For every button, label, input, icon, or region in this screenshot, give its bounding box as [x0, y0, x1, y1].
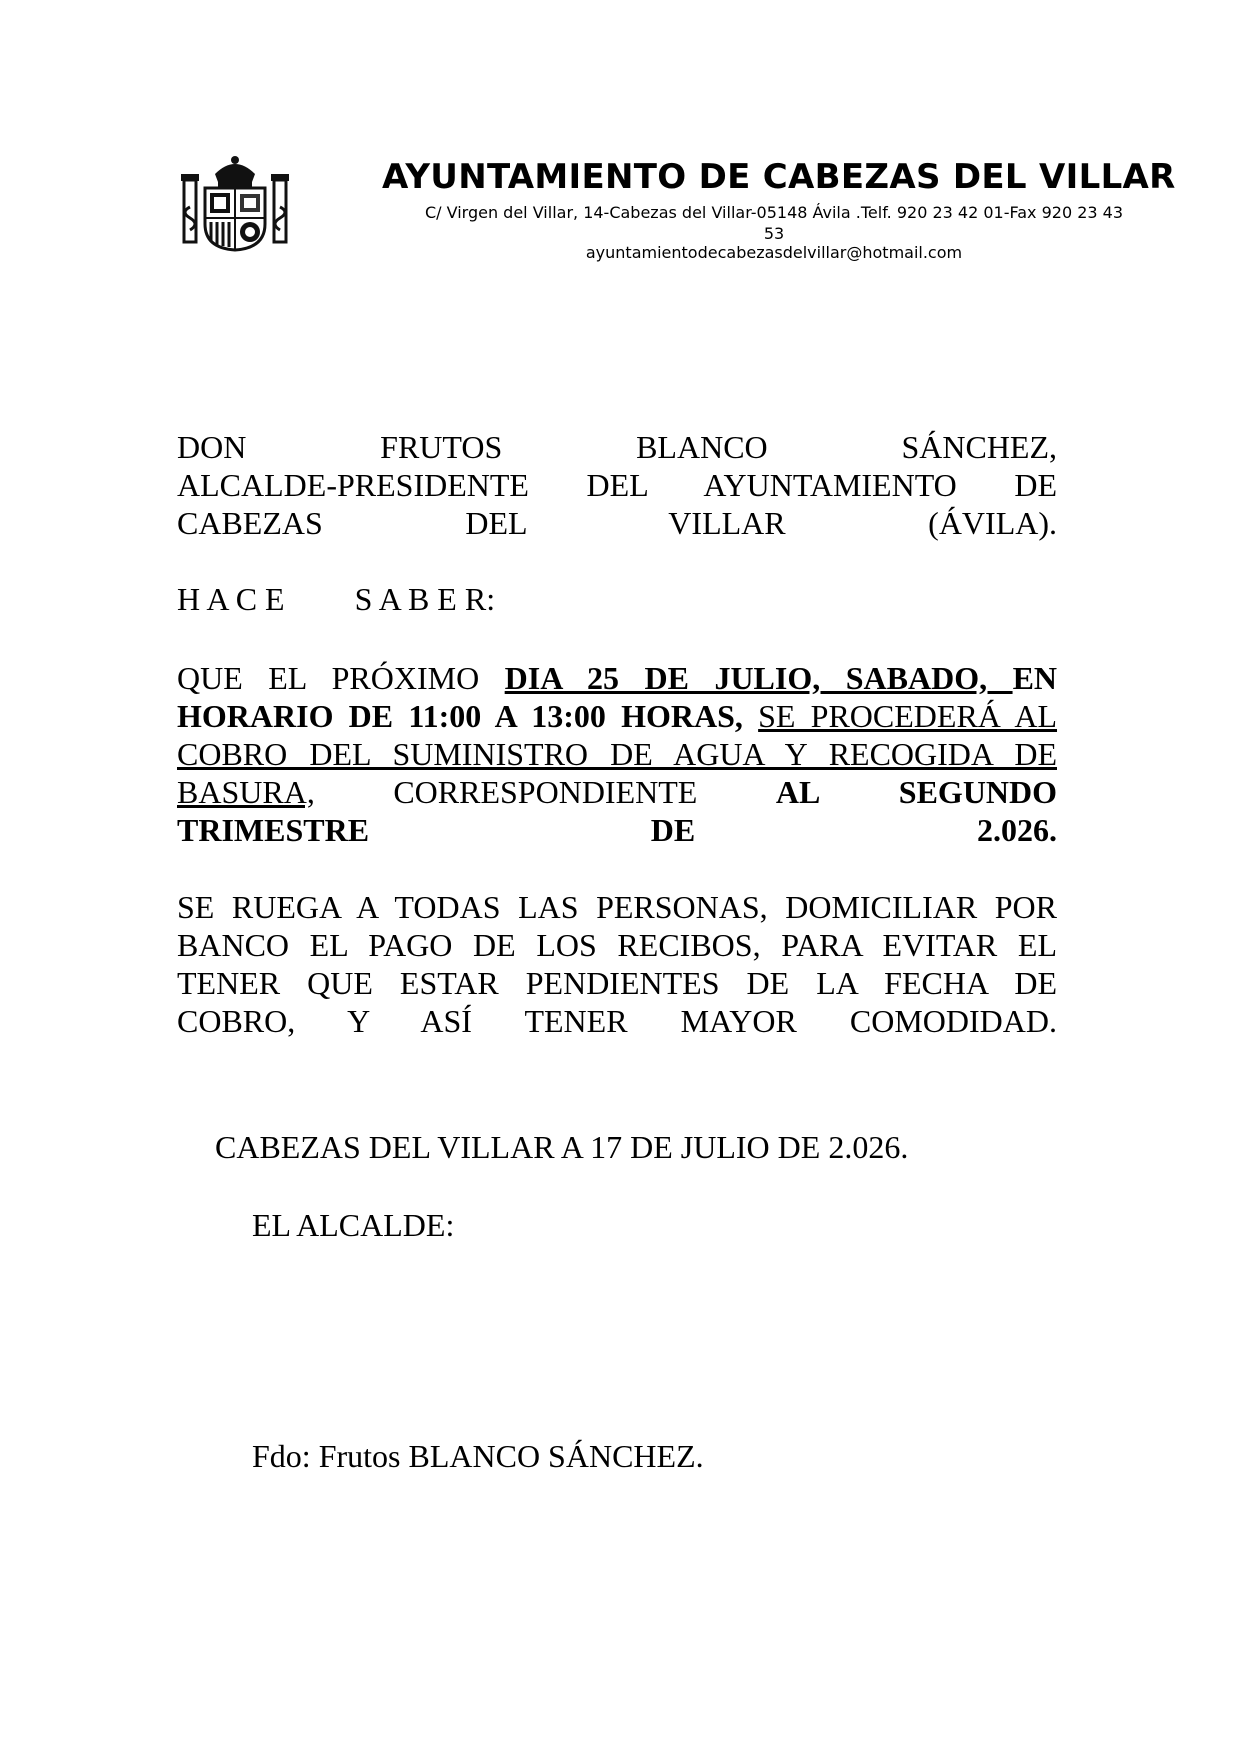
intro-paragraph	[177, 428, 1057, 542]
header-address-line1: C/ Virgen del Villar, 14-Cabezas del Villar-05148 Ávila .Telf. 920 23 42 01-Fax 920 23 43	[424, 203, 1124, 222]
header-address	[374, 202, 1174, 244]
intro-word: DE	[1014, 467, 1057, 503]
header-email: ayuntamientodecabezasdelvillar@hotmail.com	[585, 243, 963, 262]
request-line-3: TENER QUE ESTAR PENDIENTES DE LA FECHA DE	[177, 965, 1057, 1001]
notice-date: DIA 25 DE JULIO, SABADO,	[504, 660, 1013, 696]
notice-line-1	[177, 659, 1057, 697]
notice-line-4	[177, 773, 1057, 811]
notice-text: CORRESPONDIENTE	[393, 774, 698, 810]
intro-word: SÁNCHEZ,	[901, 429, 1058, 465]
request-line-4: COBRO, Y ASÍ TENER MAYOR COMODIDAD.	[177, 1003, 1057, 1039]
intro-word: DEL	[586, 467, 648, 503]
intro-word: AYUNTAMIENTO	[703, 467, 957, 503]
notice-line-5: TRIMESTRE DE 2.026.	[177, 812, 1057, 848]
notice-paragraph	[177, 659, 1057, 849]
intro-line-3: CABEZAS DEL VILLAR (ÁVILA).	[177, 505, 1057, 541]
notice-text-underlined: BASURA,	[177, 774, 315, 810]
hace-label: H A C E	[177, 581, 285, 617]
notice-text-bold: EN	[1012, 660, 1058, 696]
request-paragraph	[177, 888, 1057, 1040]
notice-text-underlined: SE PROCEDERÁ AL	[758, 698, 1058, 734]
intro-word: DON	[177, 429, 247, 465]
header-address-line2: 53	[763, 224, 785, 243]
signature-line: Fdo: Frutos BLANCO SÁNCHEZ.	[252, 1438, 704, 1474]
header-title: AYUNTAMIENTO DE CABEZAS DEL VILLAR	[382, 157, 1176, 197]
notice-quarter: AL	[775, 774, 821, 810]
place-and-date: CABEZAS DEL VILLAR A 17 DE JULIO DE 2.026.	[215, 1129, 909, 1165]
notice-hours: HORARIO DE 11:00 A 13:00 HORAS,	[177, 698, 743, 734]
intro-word: FRUTOS	[380, 429, 503, 465]
signer-title: EL ALCALDE:	[252, 1207, 455, 1243]
notice-line-2	[177, 697, 1057, 735]
intro-word: BLANCO	[636, 429, 768, 465]
intro-word: ALCALDE-PRESIDENTE	[177, 467, 529, 503]
hace-saber-heading	[177, 580, 495, 618]
request-line-1: SE RUEGA A TODAS LAS PERSONAS, DOMICILIAR POR	[177, 889, 1057, 925]
intro-line-1	[177, 428, 1057, 466]
notice-quarter: SEGUNDO	[898, 774, 1058, 810]
intro-line-2	[177, 466, 1057, 504]
notice-line-3: COBRO DEL SUMINISTRO DE AGUA Y RECOGIDA DE	[177, 736, 1057, 772]
saber-label: S A B E R:	[354, 581, 496, 617]
coat-of-arms-icon	[180, 152, 290, 252]
notice-text: QUE EL PRÓXIMO	[177, 660, 505, 696]
request-line-2: BANCO EL PAGO DE LOS RECIBOS, PARA EVITAR EL	[177, 927, 1057, 963]
